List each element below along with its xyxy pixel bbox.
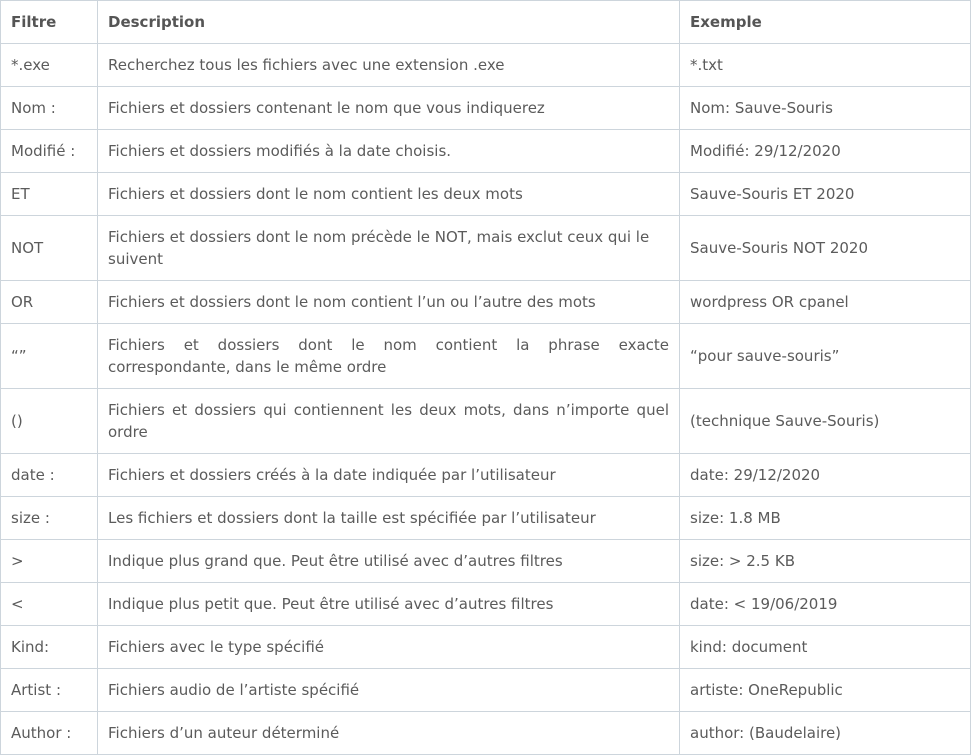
example-cell: artiste: OneRepublic: [680, 669, 971, 712]
description-cell: Recherchez tous les fichiers avec une extension .exe: [98, 44, 680, 87]
description-cell: Fichiers et dossiers dont le nom contient la phrase exacte correspondante, dans le même ordre: [98, 324, 680, 389]
table-row: [1, 216, 971, 281]
example-cell: wordpress OR cpanel: [680, 281, 971, 324]
example-cell: *.txt: [680, 44, 971, 87]
example-cell: Sauve-Souris NOT 2020: [680, 216, 971, 281]
filter-cell: size :: [1, 497, 98, 540]
table-row: [1, 173, 971, 216]
example-cell: date: < 19/06/2019: [680, 583, 971, 626]
column-header-filter: Filtre: [1, 1, 98, 44]
description-cell: Fichiers et dossiers modifiés à la date choisis.: [98, 130, 680, 173]
table-row: [1, 324, 971, 389]
table-row: [1, 583, 971, 626]
filter-cell: “”: [1, 324, 98, 389]
description-cell: Fichiers et dossiers qui contiennent les deux mots, dans n’importe quel ordre: [98, 389, 680, 454]
table-row: [1, 540, 971, 583]
example-cell: kind: document: [680, 626, 971, 669]
example-cell: Modifié: 29/12/2020: [680, 130, 971, 173]
table-row: [1, 130, 971, 173]
description-cell: Fichiers avec le type spécifié: [98, 626, 680, 669]
table-row: [1, 497, 971, 540]
example-cell: size: > 2.5 KB: [680, 540, 971, 583]
example-cell: size: 1.8 MB: [680, 497, 971, 540]
example-cell: Nom: Sauve-Souris: [680, 87, 971, 130]
table-row: [1, 87, 971, 130]
column-header-description: Description: [98, 1, 680, 44]
table-row: [1, 454, 971, 497]
filter-cell: Artist :: [1, 669, 98, 712]
table-row: [1, 44, 971, 87]
table-row: [1, 389, 971, 454]
description-cell: Fichiers audio de l’artiste spécifié: [98, 669, 680, 712]
filter-cell: Author :: [1, 712, 98, 755]
example-cell: (technique Sauve-Souris): [680, 389, 971, 454]
example-cell: date: 29/12/2020: [680, 454, 971, 497]
description-cell: Fichiers et dossiers créés à la date indiquée par l’utilisateur: [98, 454, 680, 497]
filter-cell: NOT: [1, 216, 98, 281]
example-cell: author: (Baudelaire): [680, 712, 971, 755]
description-cell: Fichiers et dossiers dont le nom précède le NOT, mais exclut ceux qui le suivent: [98, 216, 680, 281]
table-row: [1, 626, 971, 669]
filter-cell: Kind:: [1, 626, 98, 669]
description-cell: Fichiers d’un auteur déterminé: [98, 712, 680, 755]
table-row: [1, 281, 971, 324]
filter-cell: <: [1, 583, 98, 626]
description-cell: Les fichiers et dossiers dont la taille est spécifiée par l’utilisateur: [98, 497, 680, 540]
filter-cell: *.exe: [1, 44, 98, 87]
table-header-row: [1, 1, 971, 44]
description-cell: Fichiers et dossiers dont le nom contient l’un ou l’autre des mots: [98, 281, 680, 324]
filter-cell: (): [1, 389, 98, 454]
filter-cell: Nom :: [1, 87, 98, 130]
example-cell: “pour sauve-souris”: [680, 324, 971, 389]
filter-cell: >: [1, 540, 98, 583]
filter-cell: ET: [1, 173, 98, 216]
description-cell: Indique plus petit que. Peut être utilisé avec d’autres filtres: [98, 583, 680, 626]
column-header-example: Exemple: [680, 1, 971, 44]
table-row: [1, 712, 971, 755]
description-cell: Fichiers et dossiers contenant le nom que vous indiquerez: [98, 87, 680, 130]
filter-cell: date :: [1, 454, 98, 497]
table-row: [1, 669, 971, 712]
example-cell: Sauve-Souris ET 2020: [680, 173, 971, 216]
filter-cell: OR: [1, 281, 98, 324]
description-cell: Fichiers et dossiers dont le nom contient les deux mots: [98, 173, 680, 216]
filter-cell: Modifié :: [1, 130, 98, 173]
description-cell: Indique plus grand que. Peut être utilisé avec d’autres filtres: [98, 540, 680, 583]
